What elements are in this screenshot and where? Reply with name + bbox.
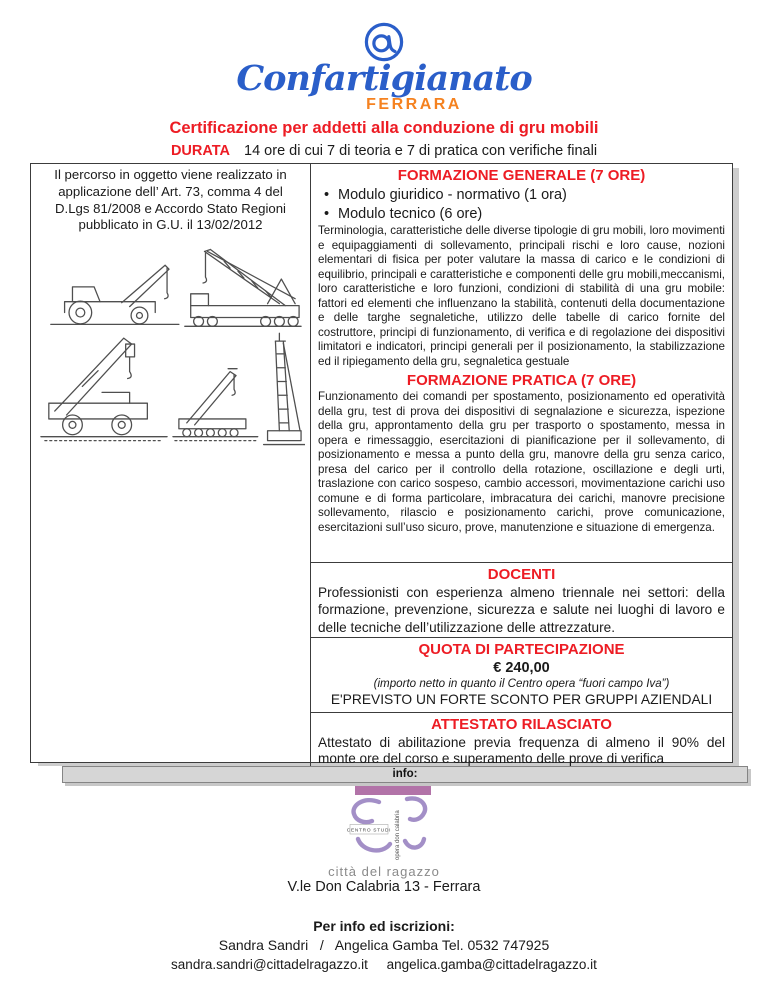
centro-studi-logo — [331, 786, 437, 868]
info-bar: info: — [62, 766, 748, 783]
pratica-body: Funzionamento dei comandi per spostamento, posizionamento ed operatività della gru, test di prova dei dispositivi di segnalazione e sicurezza, ispezione della gru, approntamento della gru per trasporto o spostamento, messa in opera e rimessaggio, esercitazioni di pianificazione per il sollevamento, di posizionamento e messa a punto della gru, manovre della gru senza carico, presa del carico per il controllo della rotazione, oscillazione e degli urti, traslazione con carico sospeso, cambio accessori, movimentazione carichi uso comune e di forma particolare, imbracatura dei carichi, manovre precisione sollevamento, rilascio e posizionamento carichi, prove comunicazione, esercitazioni sull’uso sicuro, prove, manutenzione e situazione di emergenza. — [318, 390, 725, 534]
mobile-cranes-illustration — [37, 244, 305, 452]
section-formazione — [311, 164, 732, 562]
contacts-heading: Per info ed iscrizioni: — [313, 918, 455, 934]
heading-attestato: ATTESTATO RILASCIATO — [431, 716, 612, 733]
course-details-cell — [311, 164, 732, 768]
course-intro-cell — [31, 164, 311, 768]
attestato-body: Attestato di abilitazione previa frequenza di almeno il 90% del monte ore del corso e superamento delle prove di verifica — [318, 735, 725, 767]
bullet-icon: • — [324, 205, 330, 222]
generale-modules-list — [318, 186, 725, 223]
logo-purple-bar — [355, 786, 431, 795]
duration-text: 14 ore di cui 7 di teoria e 7 di pratica con verifiche finali — [244, 143, 598, 159]
opera-don-calabria-vertical-label: opera don calabria — [395, 810, 401, 860]
module-label: Modulo giuridico - normativo (1 ora) — [338, 187, 567, 203]
heading-formazione-generale: FORMAZIONE GENERALE (7 ORE) — [397, 167, 646, 184]
quota-discount: E'PREVISTO UN FORTE SCONTO PER GRUPPI AZIENDALI — [330, 692, 713, 707]
list-item — [318, 205, 725, 224]
list-item — [318, 186, 725, 205]
module-label: Modulo tecnico (6 ore) — [338, 205, 483, 222]
duration-label: DURATA — [170, 143, 231, 159]
section-quota — [311, 637, 732, 712]
heading-docenti: DOCENTI — [487, 566, 556, 583]
page-title: Certificazione per addetti alla conduzione di gru mobili — [169, 119, 599, 137]
contacts-names-line: Sandra Sandri / Angelica Gamba Tel. 0532 747925 — [218, 937, 550, 953]
quota-price: € 240,00 — [493, 660, 550, 676]
heading-quota: QUOTA DI PARTECIPAZIONE — [418, 641, 625, 658]
contacts-block — [0, 917, 768, 974]
contacts-emails-line: sandra.sandri@cittadelragazzo.it angelica.gamba@cittadelragazzo.it — [171, 957, 597, 972]
course-table — [30, 163, 733, 767]
centro-studi-logo-block — [0, 786, 768, 879]
section-attestato — [311, 712, 732, 768]
heading-formazione-pratica: FORMAZIONE PRATICA (7 ORE) — [406, 372, 637, 389]
docenti-body: Professionisti con esperienza almeno triennale nei settori: della formazione, prevenzione, sicurezza e salute nei luoghi di lavoro e delle tecniche dell’utilizzazione delle attrezzature. — [318, 585, 725, 635]
quota-note: (importo netto in quanto il Centro opera “fuori campo Iva”) — [373, 677, 670, 690]
duration-line — [0, 143, 768, 159]
brand-block — [0, 20, 768, 114]
citta-del-ragazzo-tagline: città del ragazzo — [328, 864, 440, 879]
generale-body: Terminologia, caratteristiche delle diverse tipologie di gru mobili, loro movimenti e equipaggiamenti di sollevamento, principali rischi e loro cause, nozioni elementari di fisica per poter valutare la massa di carico e le condizioni di equilibrio, principali e caratteristiche e componenti delle gru mobili,meccanismi, loro caratteristiche e loro funzioni, condizioni di stabilità di una gru mobile: fattori ed elementi che influenzano la stabilità, contenuti della documentazione e delle targhe segnaletiche, utilizzo delle tabelle di carico fornite del costruttore, principi di funzionamento, di verifica e di regolazione dei dispositivi limitatori e indicatori, principi generali per il posizionamento, la stabilizzazione ed il ripiegamento della gru, segnaletica gestuale — [318, 224, 725, 368]
brand-name: Confartigianato — [236, 58, 532, 99]
brand-city: FERRARA — [366, 96, 462, 113]
address-line: V.le Don Calabria 13 - Ferrara — [287, 879, 481, 895]
bullet-icon: • — [324, 187, 330, 203]
course-intro-text: Il percorso in oggetto viene realizzato in applicazione dell’ Art. 73, comma 4 del D.Lgs 81/2008 e Accordo Stato Regioni pubblicato in G.U. il 13/02/2012 — [54, 167, 287, 233]
section-docenti — [311, 562, 732, 637]
centro-studi-label: CENTRO STUDI — [346, 828, 392, 834]
